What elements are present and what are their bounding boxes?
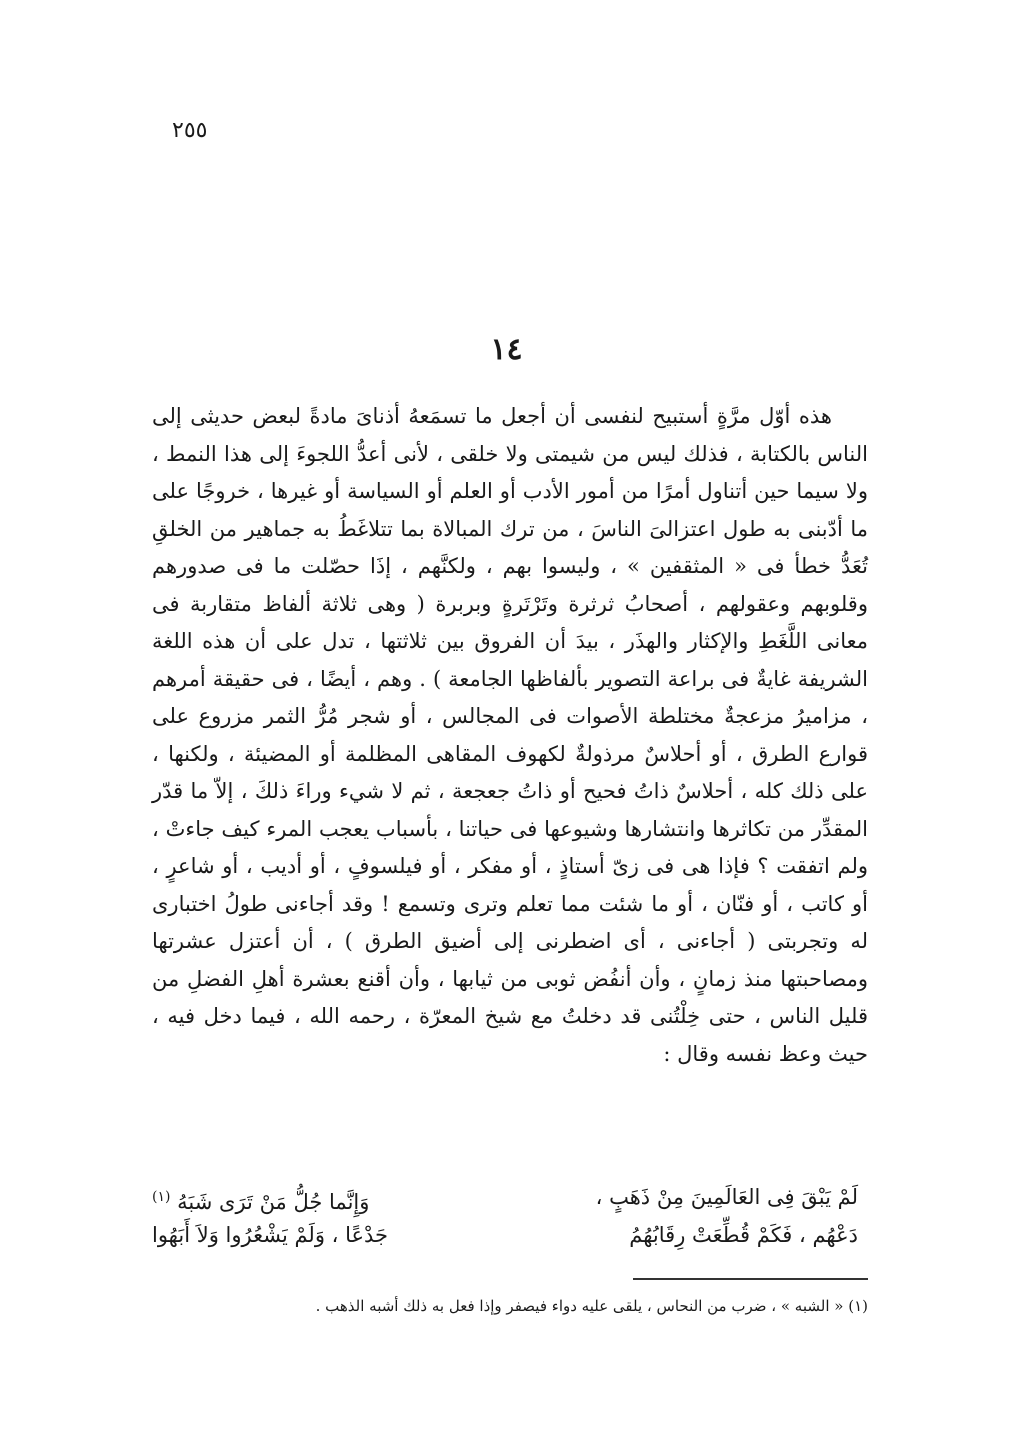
verse-line-1-second-hemistich-wrap <box>152 1178 369 1216</box>
page-number: ٢٥٥ <box>172 118 208 143</box>
footnote: (١) « الشبه » ، ضرب من النحاس ، يلقى عليه دواء فيصفر وإذا فعل به ذلك أشبه الذهب . <box>315 1297 868 1315</box>
footnote-marker: (١) <box>152 1189 171 1205</box>
verse-line-2-first-hemistich: دَعْهُم ، فَكَمْ قُطِّعَتْ رِقَابُهُمُ <box>629 1223 858 1247</box>
chapter-number: ١٤ <box>490 332 523 367</box>
verse-line-1 <box>152 1178 868 1216</box>
body-text <box>152 398 868 1073</box>
footnote-divider <box>633 1278 868 1280</box>
poem-verse <box>152 1178 868 1254</box>
main-paragraph: هذه أوّل مرَّةٍ أستبيح لنفسى أن أجعل ما تسمَعهُ أذنایَ مادةً لبعض حديثى إلى الناس بالكتابة ، فذلك ليس من شيمتى ولا خلقى ، لأنى أعدُّ اللجوءَ إلى هذا النمط ، ولا سيما حين أتناول أمرًا من أمور الأدب أو العلم أو السياسة أو غيرها ، خروجًا على ما أدّبنى به طول اعتزالىَ الناسَ ، من ترك المبالاة بما تتلاغَطُ به جماهير من الخلقِ تُعَدُّ خطأ فى « المثقفين » ، وليسوا بهم ، ولكنَّهم ، إذَا حصّلت ما فى صدورهم وقلوبهم وعقولهم ، أصحابُ ثرثرة وتَرْتَرةٍ وبربرة ( وهى ثلاثة ألفاظ متقاربة فى معانى اللَّغَطِ والإكثار والهذَر ، بيدَ أن الفروق بين ثلاثتها ، تدل على أن هذه اللغة الشريفة غايةٌ فى براعة التصوير بألفاظها الجامعة ) . وهم ، أيضًا ، فى حقيقة أمرهم ، مزاميرُ مزعجةٌ مختلطة الأصوات فى المجالس ، أو شجر مُرُّ الثمر مزروع على قوارع الطرق ، أو أحلاسٌ مرذولةٌ لكهوف المقاهى المظلمة أو المضيئة ، ولكنها ، على ذلك كله ، أحلاسٌ ذاتُ فحيح أو ذاتُ جعجعة ، ثم لا شيء وراءَ ذلكَ ، إلاّ ما قدّر المقدِّر من تكاثرها وانتشارها وشيوعها فى حياتنا ، بأسباب يعجب المرء كيف جاءتْ ، ولم اتفقت ؟ فإذا هى فى زىّ أستاذٍ ، أو مفكر ، أو فيلسوفٍ ، أو أديب ، أو شاعرٍ ، أو كاتب ، أو فنّان ، أو ما شئت مما تعلم وترى وتسمع ! وقد أجاءنى طولُ اختبارى له وتجربتى ( أجاءنى ، أى اضطرنى إلى أضيق الطرق ) ، أن أعتزل عشرتها ومصاحبتها منذ زمانٍ ، وأن أنفُض ثوبى من ثيابها ، وأن أقنع بعشرة أهلِ الفضلِ من قليل الناس ، حتى خِلْتُنى قد دخلتُ مع شيخ المعرّة ، رحمه الله ، فيما دخل فيه ، حيث وعظ نفسه وقال : <box>152 404 868 1066</box>
verse-line-2 <box>152 1216 868 1254</box>
verse-line-2-second-hemistich: جَدْعًا ، وَلَمْ يَشْعُرُوا وَلاَ أَبَهُوا <box>152 1223 389 1247</box>
verse-line-1-first-hemistich: لَمْ يَبْقَ فِى العَالَمِينَ مِنْ ذَهَبٍ ، <box>595 1185 858 1209</box>
verse-line-1-second-hemistich: وَإِنَّما جُلُّ مَنْ تَرَى شَبَهُ <box>177 1190 370 1214</box>
